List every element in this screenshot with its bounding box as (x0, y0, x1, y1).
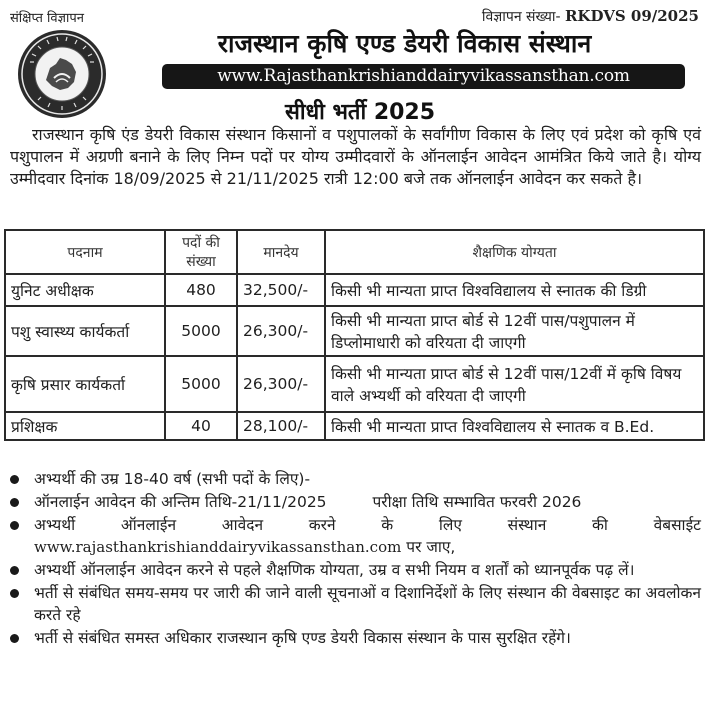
post-salary: 28,100/- (237, 412, 325, 440)
list-item (8, 491, 701, 513)
table-header-row (5, 230, 704, 274)
list-item (8, 559, 701, 581)
notes-list (8, 468, 701, 650)
bullet-icon (10, 521, 19, 530)
bullet-icon (10, 475, 19, 484)
post-qualification: किसी भी मान्यता प्राप्त बोर्ड से 12वीं पास/12वीं में कृषि विषय वाले अभ्यर्थी को वरियता दी जाएगी (325, 356, 704, 412)
bullet-icon (10, 589, 19, 598)
bullet-icon (10, 498, 19, 507)
website-url-link[interactable]: www.rajasthankrishianddairyvikassansthan.com (34, 538, 402, 556)
rights-note: भर्ती से संबंधित समस्त अधिकार राजस्थान कृषि एण्ड डेयरी विकास संस्थान के पास सुरक्षित रहेंगे। (34, 629, 571, 647)
table-row (5, 306, 704, 356)
table-row (5, 356, 704, 412)
post-qualification: किसी भी मान्यता प्राप्त विश्वविद्यालय से स्नातक की डिग्री (325, 274, 704, 306)
posts-table (4, 229, 705, 441)
recruitment-title: सीधी भर्ती 2025 (285, 100, 436, 125)
ad-type-label: संक्षिप्त विज्ञापन (10, 11, 84, 26)
list-item (8, 514, 701, 558)
header-post: पदनाम (5, 230, 165, 274)
header-qualification: शैक्षणिक योग्यता (325, 230, 704, 274)
bullet-icon (10, 634, 19, 643)
last-date-note: ऑनलाईन आवेदन की अन्तिम तिथि-21/11/2025 (34, 493, 327, 511)
notices-note: भर्ती से संबंधित समय-समय पर जारी की जाने वाली सूचनाओं व दिशानिर्देशों के लिए संस्थान की वेबसाइट का अवलोकन करते रहे (34, 584, 701, 624)
intro-paragraph: राजस्थान कृषि एंड डेयरी विकास संस्थान किसानों व पशुपालकों के सर्वांगीण विकास के लिए एवं प्रदेश को कृषि एवं पशुपालन में अग्रणी बनाने के लिए निम्न पदों पर योग्य उम्मीदवारों के ऑनलाईन आवेदन आमंत्रित किये जाते है। योग्य उम्मीदवार दिनांक 18/09/2025 से 21/11/2025 रात्री 12:00 बजे तक ऑनलाईन आवेदन कर सकते है। (10, 125, 701, 188)
post-count: 5000 (165, 356, 237, 412)
list-item (8, 582, 701, 626)
post-name: प्रशिक्षक (5, 412, 165, 440)
website-banner[interactable]: www.Rajasthankrishianddairyvikassansthan.com (162, 64, 685, 89)
header-salary: मानदेय (237, 230, 325, 274)
post-count: 5000 (165, 306, 237, 356)
bullet-icon (10, 566, 19, 575)
website-note-line-2: पर जाए, (406, 538, 456, 556)
post-salary: 26,300/- (237, 306, 325, 356)
age-note: अभ्यर्थी की उम्र 18-40 वर्ष (सभी पदों के लिए)- (34, 470, 311, 488)
post-name: पशु स्वास्थ्य कार्यकर्ता (5, 306, 165, 356)
ad-number-label: विज्ञापन संख्या- (481, 9, 561, 25)
post-name: युनिट अधीक्षक (5, 274, 165, 306)
post-qualification: किसी भी मान्यता प्राप्त विश्वविद्यालय से स्नातक व B.Ed. (325, 412, 704, 440)
table-row (5, 412, 704, 440)
post-count: 40 (165, 412, 237, 440)
ad-number-code: RKDVS 09/2025 (564, 7, 699, 25)
organization-logo (16, 28, 108, 120)
post-salary: 32,500/- (237, 274, 325, 306)
ad-number (482, 7, 699, 26)
website-note-line-1: अभ्यर्थी ऑनलाईन आवेदन करने के लिए संस्थान की वेबसाईट (34, 516, 701, 534)
post-qualification: किसी भी मान्यता प्राप्त बोर्ड से 12वीं पास/पशुपालन में डिप्लोमाधारी को वरियता दी जाएगी (325, 306, 704, 356)
post-name: कृषि प्रसार कार्यकर्ता (5, 356, 165, 412)
exam-date-note: परीक्षा तिथि सम्भावित फरवरी 2026 (372, 493, 582, 511)
post-salary: 26,300/- (237, 356, 325, 412)
organization-name: राजस्थान कृषि एण्ड डेयरी विकास संस्थान (217, 29, 592, 58)
header-count: पदों की संख्या (165, 230, 237, 274)
list-item (8, 468, 701, 490)
post-count: 480 (165, 274, 237, 306)
table-row (5, 274, 704, 306)
list-item (8, 627, 701, 649)
read-before-note: अभ्यर्थी ऑनलाईन आवेदन करने से पहले शैक्षणिक योग्यता, उम्र व सभी नियम व शर्तों को ध्यानपूर्वक पढ़ लें। (34, 561, 635, 579)
